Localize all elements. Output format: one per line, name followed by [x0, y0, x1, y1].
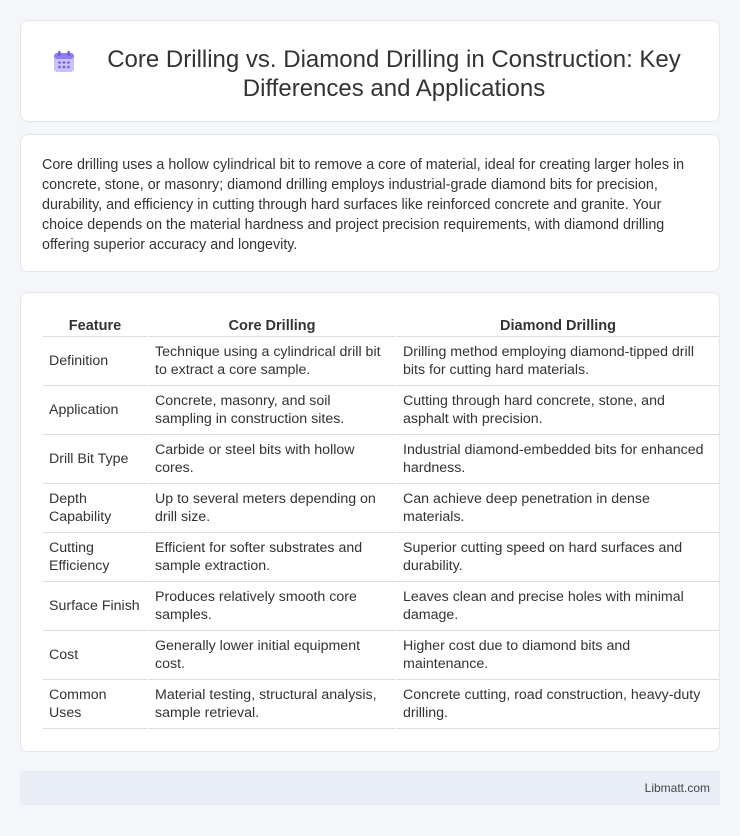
diamond-drilling-cell: Superior cutting speed on hard surfaces and durability.: [395, 533, 719, 582]
page-title: Core Drilling vs. Diamond Drilling in Construction: Key Differences and Applications: [107, 46, 681, 102]
title-card: [20, 20, 720, 122]
header-feature: Feature: [43, 313, 147, 337]
summary-paragraph: Core drilling uses a hollow cylindrical bit to remove a core of material, ideal for creating larger holes in concrete, stone, or masonry; diamond drilling employs industrial-grade diamond bits for precision, durability, and efficiency in cutting through hard surfaces like reinforced concrete and granite. Your choice depends on the material hardness and project precision requirements, with diamond drilling offering superior accuracy and longevity.: [42, 157, 685, 253]
table-row: [43, 533, 719, 582]
table-header-row: [43, 313, 719, 337]
feature-cell: Definition: [43, 337, 147, 386]
core-drilling-cell: Technique using a cylindrical drill bit to extract a core sample.: [147, 337, 395, 386]
header-diamond-drilling: Diamond Drilling: [395, 313, 719, 337]
table-row: [43, 631, 719, 680]
core-drilling-cell: Efficient for softer substrates and sample extraction.: [147, 533, 395, 582]
table-row: [43, 386, 719, 435]
feature-cell: Drill Bit Type: [43, 435, 147, 484]
table-row: [43, 680, 719, 729]
table-row: [43, 435, 719, 484]
diamond-drilling-cell: Leaves clean and precise holes with minimal damage.: [395, 582, 719, 631]
table-row: [43, 484, 719, 533]
feature-cell: Common Uses: [43, 680, 147, 729]
feature-cell: Application: [43, 386, 147, 435]
footer: [20, 771, 720, 805]
core-drilling-cell: Generally lower initial equipment cost.: [147, 631, 395, 680]
feature-cell: Depth Capability: [43, 484, 147, 533]
feature-cell: Surface Finish: [43, 582, 147, 631]
title-row: [21, 21, 719, 103]
core-drilling-cell: Produces relatively smooth core samples.: [147, 582, 395, 631]
footer-site-link[interactable]: Libmatt.com: [644, 781, 710, 795]
diamond-drilling-cell: Drilling method employing diamond-tipped drill bits for cutting hard materials.: [395, 337, 719, 386]
comparison-table: [43, 313, 719, 729]
core-drilling-cell: Material testing, structural analysis, sample retrieval.: [147, 680, 395, 729]
core-drilling-cell: Up to several meters depending on drill size.: [147, 484, 395, 533]
diamond-drilling-cell: Industrial diamond-embedded bits for enhanced hardness.: [395, 435, 719, 484]
diamond-drilling-cell: Higher cost due to diamond bits and maintenance.: [395, 631, 719, 680]
table-row: [43, 337, 719, 386]
comparison-card: [20, 292, 720, 752]
core-drilling-cell: Carbide or steel bits with hollow cores.: [147, 435, 395, 484]
table-row: [43, 582, 719, 631]
feature-cell: Cutting Efficiency: [43, 533, 147, 582]
diamond-drilling-cell: Can achieve deep penetration in dense materials.: [395, 484, 719, 533]
header-core-drilling: Core Drilling: [147, 313, 395, 337]
core-drilling-cell: Concrete, masonry, and soil sampling in construction sites.: [147, 386, 395, 435]
diamond-drilling-cell: Concrete cutting, road construction, heavy-duty drilling.: [395, 680, 719, 729]
feature-cell: Cost: [43, 631, 147, 680]
diamond-drilling-cell: Cutting through hard concrete, stone, and asphalt with precision.: [395, 386, 719, 435]
calendar-icon: [51, 49, 77, 75]
summary-card: [20, 134, 720, 272]
